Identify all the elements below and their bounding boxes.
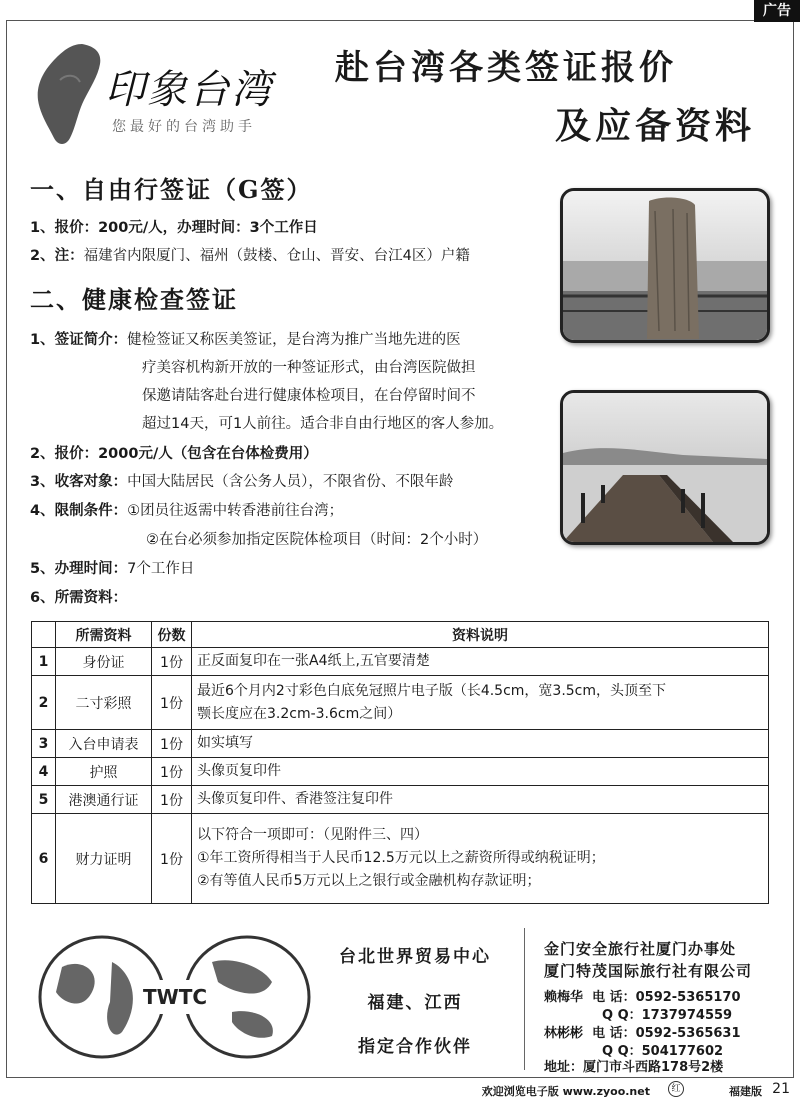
health-materials — [30, 586, 127, 607]
g-visa-note-label: 2、注： — [30, 248, 84, 264]
g-visa-price — [30, 216, 318, 237]
welcome-text: 欢迎浏览电子版 www.zyoo.net — [481, 1085, 650, 1098]
table-row — [32, 758, 769, 786]
g-visa-note-text: 福建省内限厦门、福州（鼓楼、仓山、晋安、台江4区）户籍 — [83, 248, 470, 264]
health-materials-label: 6、所需资料： — [30, 590, 128, 606]
agency-address: 地址：厦门市斗西路178号2楼 — [544, 1060, 724, 1075]
header-count: 份数 — [152, 622, 192, 648]
health-intro-text-1: 健检签证又称医美签证，是台湾为推广当地先进的医 — [127, 332, 461, 348]
edition-label: 福建版 — [729, 1085, 762, 1098]
row-desc: 如实填写 — [192, 730, 769, 758]
health-limit-label: 4、限制条件： — [30, 503, 128, 519]
photo-stone-monument — [560, 188, 770, 343]
bottom-bar — [0, 1080, 800, 1100]
row-count: 1份 — [152, 730, 192, 758]
row-num: 5 — [32, 786, 56, 814]
row-num: 3 — [32, 730, 56, 758]
table-row — [32, 786, 769, 814]
row-desc: 正反面复印在一张A4纸上,五官要清楚 — [192, 648, 769, 676]
footer-divider — [524, 928, 525, 1070]
photo-pier — [560, 390, 770, 545]
page-subtitle: 及应备资料 — [555, 105, 756, 147]
table-header-row — [32, 622, 769, 648]
header-num — [32, 622, 56, 648]
row-count: 1份 — [152, 648, 192, 676]
health-time — [30, 557, 194, 578]
contact-2-name: 林彬彬 — [544, 1026, 584, 1041]
stone-monument-image — [563, 191, 767, 340]
contact-1-qq: Q Q：1737974559 — [602, 1008, 733, 1023]
taiwan-island-icon — [30, 40, 110, 150]
health-time-label: 5、办理时间： — [30, 561, 128, 577]
health-intro-line-4: 超过14天，可1人前往。适合非自由行地区的客人参加。 — [142, 416, 504, 432]
health-limit-text-1: ①团员往返需中转香港前往台湾； — [127, 503, 344, 519]
logo-script: 印象台湾 — [105, 67, 273, 113]
row-count: 1份 — [152, 758, 192, 786]
row-item: 港澳通行证 — [56, 786, 152, 814]
row-desc-line: ②有等值人民币5万元以上之银行或金融机构存款证明； — [197, 873, 541, 889]
health-intro-line-2: 疗美容机构新开放的一种签证形式，由台湾医院做担 — [142, 360, 476, 376]
row-desc-line: 以下符合一项即可：（见附件三、四） — [197, 827, 428, 843]
header-desc: 资料说明 — [192, 622, 769, 648]
row-num: 2 — [32, 676, 56, 730]
page-title: 赴台湾各类签证报价 — [335, 48, 677, 88]
page-number: 21 — [772, 1081, 790, 1097]
contact-1-name: 赖梅华 — [544, 990, 584, 1005]
contact-2-phone — [544, 1022, 741, 1041]
health-price — [30, 442, 318, 463]
section-heading-g-visa: 一、自由行签证（G签） — [30, 175, 313, 204]
ad-tag: 广告 — [754, 0, 800, 22]
g-visa-price-text: 1、报价：200元/人，办理时间：3个工作日 — [30, 220, 318, 236]
contact-2-qq: Q Q：504177602 — [602, 1044, 724, 1059]
health-target-text: 中国大陆居民（含公务人员），不限省份、不限年龄 — [127, 474, 454, 490]
table-row — [32, 676, 769, 730]
health-time-text: 7个工作日 — [127, 561, 195, 577]
table-row — [32, 730, 769, 758]
row-num: 4 — [32, 758, 56, 786]
row-num: 1 — [32, 648, 56, 676]
partner-line-1: 台北世界贸易中心 — [339, 947, 491, 967]
health-limit-1 — [30, 499, 343, 520]
partner-line-2: 福建、江西 — [367, 993, 463, 1013]
row-num: 6 — [32, 814, 56, 904]
row-desc: 头像页复印件 — [192, 758, 769, 786]
g-visa-note — [30, 244, 470, 265]
row-count: 1份 — [152, 786, 192, 814]
health-intro-line-1 — [30, 328, 461, 349]
row-item: 护照 — [56, 758, 152, 786]
row-item: 二寸彩照 — [56, 676, 152, 730]
header-item: 所需资料 — [56, 622, 152, 648]
health-limit-2: ②在台必须参加指定医院体检项目（时间：2个小时） — [146, 532, 488, 548]
row-desc-line: 颚长度应在3.2cm-3.6cm之间） — [197, 705, 402, 722]
contact-1-phone-text: 电 话：0592-5365170 — [592, 990, 741, 1005]
row-count: 1份 — [152, 676, 192, 730]
row-count: 1份 — [152, 814, 192, 904]
health-target-label: 3、收客对象： — [30, 474, 128, 490]
health-target — [30, 470, 453, 491]
contact-1-phone — [544, 986, 741, 1005]
row-desc-line: ①年工资所得相当于人民币12.5万元以上之薪资所得或纳税证明； — [197, 850, 605, 866]
row-desc-line: 最近6个月内2寸彩色白底免冠照片电子版（长4.5cm，宽3.5cm，头顶至下 — [197, 682, 667, 699]
pier-image — [563, 393, 767, 542]
partner-line-3: 指定合作伙伴 — [358, 1037, 472, 1057]
brand-logo — [30, 40, 330, 150]
table-row — [32, 814, 769, 904]
requirements-table — [31, 621, 769, 904]
footer — [22, 910, 779, 1075]
section-heading-health-visa: 二、健康检查签证 — [30, 285, 238, 314]
contact-2-phone-text: 电 话：0592-5365631 — [592, 1026, 741, 1041]
health-price-text: 2、报价：2000元/人（包含在台体检费用） — [30, 446, 318, 462]
row-desc — [192, 676, 769, 730]
row-item: 入台申请表 — [56, 730, 152, 758]
row-desc — [192, 814, 769, 904]
twtc-globe-logo — [32, 932, 317, 1062]
row-item: 财力证明 — [56, 814, 152, 904]
logo-tagline: 您最好的台湾助手 — [112, 119, 256, 135]
row-desc: 头像页复印件、香港签注复印件 — [192, 786, 769, 814]
row-item: 身份证 — [56, 648, 152, 676]
globe-text: TWTC — [142, 985, 208, 1009]
health-intro-line-3: 保邀请陆客赴台进行健康体检项目，在台停留时间不 — [142, 388, 476, 404]
agency-name-1: 金门安全旅行社厦门办事处 — [544, 940, 737, 958]
agency-name-2: 厦门特茂国际旅行社有限公司 — [544, 962, 753, 980]
table-row — [32, 648, 769, 676]
health-intro-label: 1、签证简介： — [30, 332, 128, 348]
hong-logo-icon: 红 — [668, 1081, 684, 1097]
